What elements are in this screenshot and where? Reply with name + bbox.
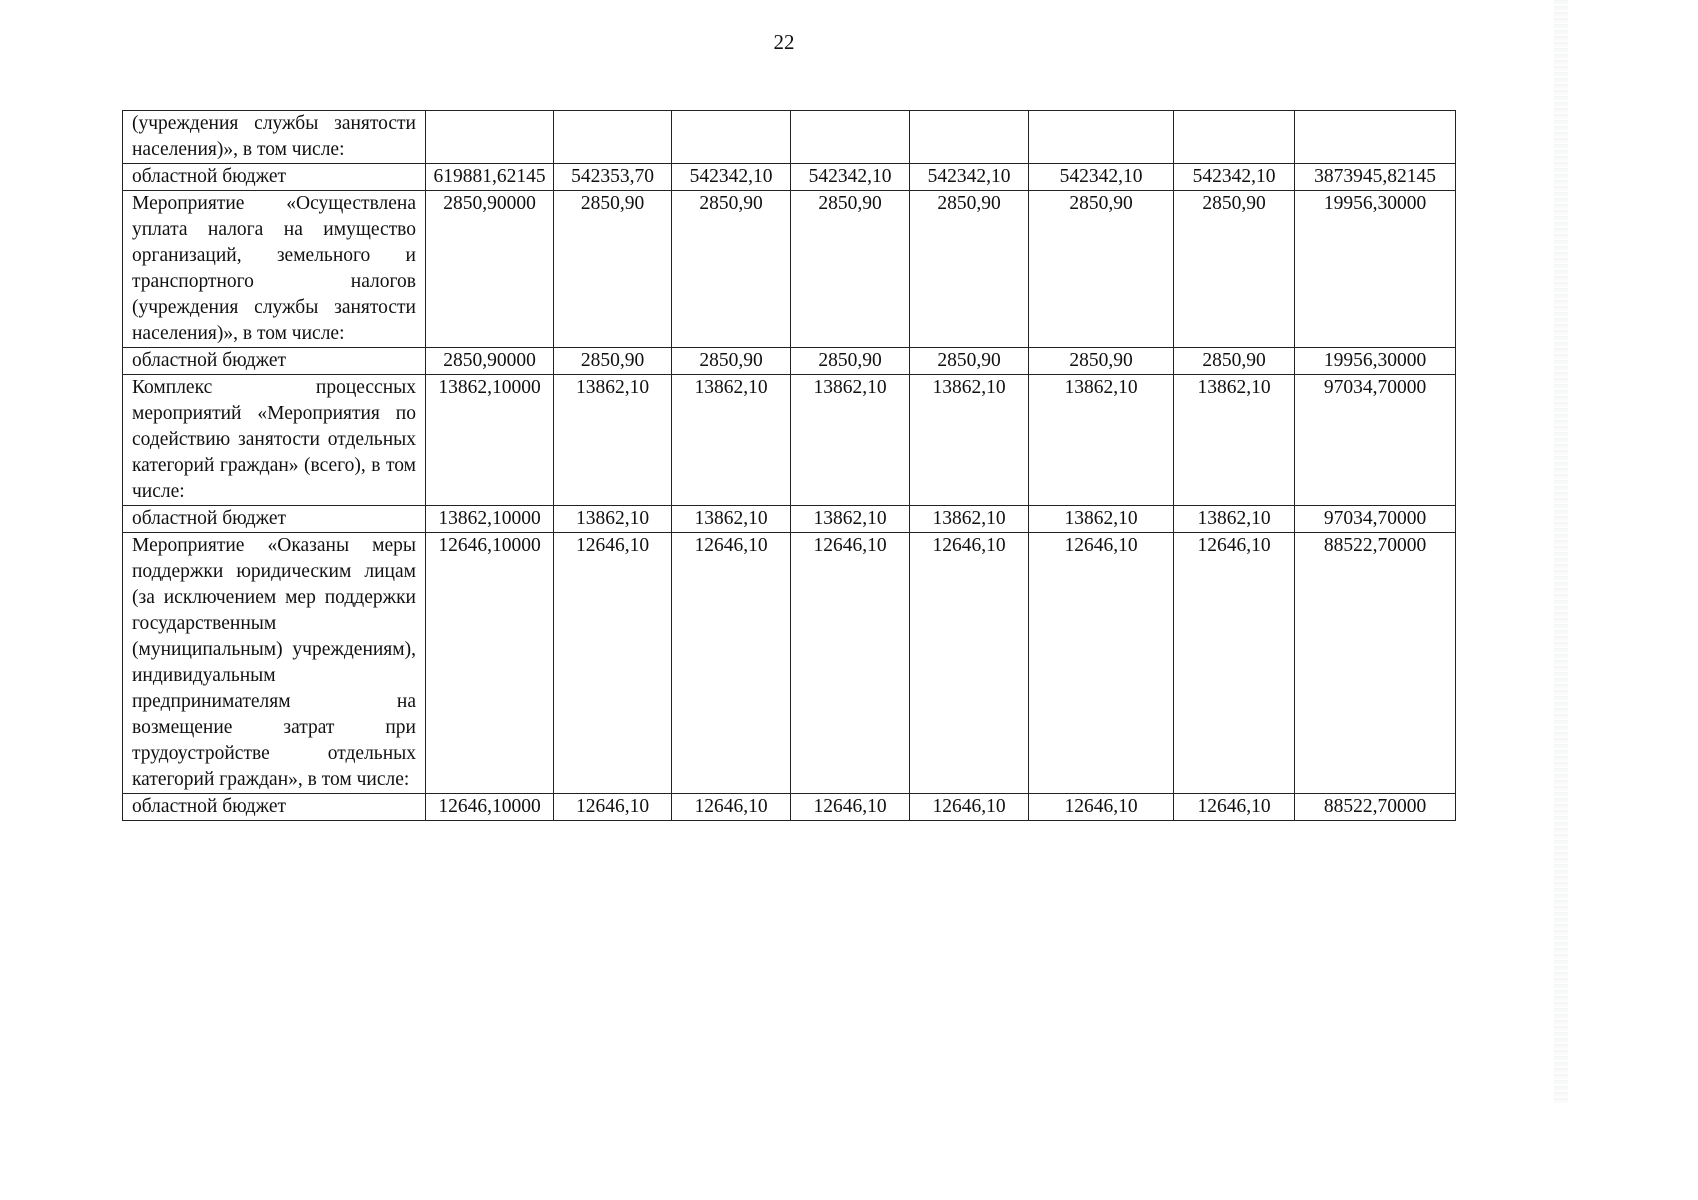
year-value-cell: 542353,70: [554, 164, 672, 191]
year-value-cell: 12646,10: [791, 794, 910, 821]
year-value-cell: 13862,10: [791, 375, 910, 506]
row-label: (учреждения службы занятости населения)», в том числе:: [132, 113, 416, 160]
year-value-cell: 12646,10: [554, 533, 672, 794]
row-label-cell: [123, 111, 426, 164]
year-value-cell: [672, 111, 791, 164]
year-value-cell: 2850,90: [1174, 191, 1295, 348]
budget-row: [123, 164, 1456, 191]
year-value-cell: 2850,90000: [426, 191, 554, 348]
year-value-cell: 2850,90000: [426, 348, 554, 375]
year-value-cell: 12646,10: [1029, 794, 1174, 821]
row-label: Мероприятие «Оказаны меры поддержки юридическим лицам (за исключением мер поддержки государственным (муниципальным) учреждениям), индивидуальным предпринимателям на возмещение затрат при трудоустройстве отдельных категорий граждан», в том числе:: [132, 535, 416, 790]
budget-row: [123, 348, 1456, 375]
year-value-cell: 12646,10: [554, 794, 672, 821]
year-value-cell: 13862,10: [1029, 506, 1174, 533]
year-value-cell: 12646,10: [672, 794, 791, 821]
year-value-cell: 13862,10000: [426, 375, 554, 506]
year-value-cell: 2850,90: [791, 191, 910, 348]
row-label: областной бюджет: [132, 508, 287, 529]
total-value-cell: 3873945,82145: [1295, 164, 1456, 191]
year-value-cell: 12646,10: [672, 533, 791, 794]
year-value-cell: 12646,10: [1174, 533, 1295, 794]
year-value-cell: 12646,10: [1029, 533, 1174, 794]
row-label: областной бюджет: [132, 796, 287, 817]
row-label: областной бюджет: [132, 166, 287, 187]
total-value-cell: 88522,70000: [1295, 794, 1456, 821]
total-value-cell: 19956,30000: [1295, 348, 1456, 375]
year-value-cell: 2850,90: [1174, 348, 1295, 375]
activity-row: [123, 191, 1456, 348]
year-value-cell: 2850,90: [554, 348, 672, 375]
year-value-cell: 2850,90: [672, 191, 791, 348]
activity-row: [123, 375, 1456, 506]
year-value-cell: [791, 111, 910, 164]
total-value-cell: [1295, 111, 1456, 164]
year-value-cell: 2850,90: [791, 348, 910, 375]
activity-row: [123, 533, 1456, 794]
year-value-cell: [554, 111, 672, 164]
scan-edge-artifact: [1554, 0, 1568, 1104]
year-value-cell: 542342,10: [1029, 164, 1174, 191]
total-value-cell: 88522,70000: [1295, 533, 1456, 794]
year-value-cell: 12646,10: [791, 533, 910, 794]
total-value-cell: 19956,30000: [1295, 191, 1456, 348]
budget-table: [122, 110, 1456, 821]
year-value-cell: 542342,10: [672, 164, 791, 191]
year-value-cell: 13862,10: [554, 506, 672, 533]
total-value-cell: 97034,70000: [1295, 375, 1456, 506]
year-value-cell: 13862,10: [672, 506, 791, 533]
year-value-cell: [1174, 111, 1295, 164]
year-value-cell: 13862,10: [1029, 375, 1174, 506]
row-label-cell: [123, 164, 426, 191]
year-value-cell: 12646,10: [1174, 794, 1295, 821]
year-value-cell: 2850,90: [554, 191, 672, 348]
activity-row: [123, 111, 1456, 164]
year-value-cell: 12646,10000: [426, 533, 554, 794]
row-label-cell: [123, 506, 426, 533]
year-value-cell: 13862,10: [672, 375, 791, 506]
year-value-cell: 13862,10: [1174, 506, 1295, 533]
year-value-cell: 2850,90: [910, 348, 1029, 375]
year-value-cell: 12646,10: [910, 794, 1029, 821]
year-value-cell: 2850,90: [672, 348, 791, 375]
year-value-cell: [426, 111, 554, 164]
year-value-cell: 13862,10: [554, 375, 672, 506]
year-value-cell: 2850,90: [1029, 348, 1174, 375]
row-label-cell: [123, 191, 426, 348]
year-value-cell: 2850,90: [1029, 191, 1174, 348]
year-value-cell: 13862,10000: [426, 506, 554, 533]
year-value-cell: [910, 111, 1029, 164]
row-label-cell: [123, 348, 426, 375]
year-value-cell: 13862,10: [1174, 375, 1295, 506]
page-number: 22: [773, 30, 795, 54]
year-value-cell: [1029, 111, 1174, 164]
row-label: Мероприятие «Осуществлена уплата налога на имущество организаций, земельного и транспортного налогов (учреждения службы занятости населения)», в том числе:: [132, 193, 416, 344]
row-label-cell: [123, 375, 426, 506]
row-label: областной бюджет: [132, 350, 287, 371]
row-label: Комплекс процессных мероприятий «Мероприятия по содействию занятости отдельных категорий граждан» (всего), в том числе:: [132, 377, 416, 502]
year-value-cell: 13862,10: [910, 506, 1029, 533]
year-value-cell: 542342,10: [910, 164, 1029, 191]
row-label-cell: [123, 533, 426, 794]
total-value-cell: 97034,70000: [1295, 506, 1456, 533]
year-value-cell: 12646,10000: [426, 794, 554, 821]
year-value-cell: 542342,10: [791, 164, 910, 191]
year-value-cell: 2850,90: [910, 191, 1029, 348]
year-value-cell: 542342,10: [1174, 164, 1295, 191]
year-value-cell: 619881,62145: [426, 164, 554, 191]
year-value-cell: 13862,10: [910, 375, 1029, 506]
row-label-cell: [123, 794, 426, 821]
budget-row: [123, 506, 1456, 533]
table-body: [123, 111, 1456, 821]
year-value-cell: 12646,10: [910, 533, 1029, 794]
year-value-cell: 13862,10: [791, 506, 910, 533]
budget-row: [123, 794, 1456, 821]
